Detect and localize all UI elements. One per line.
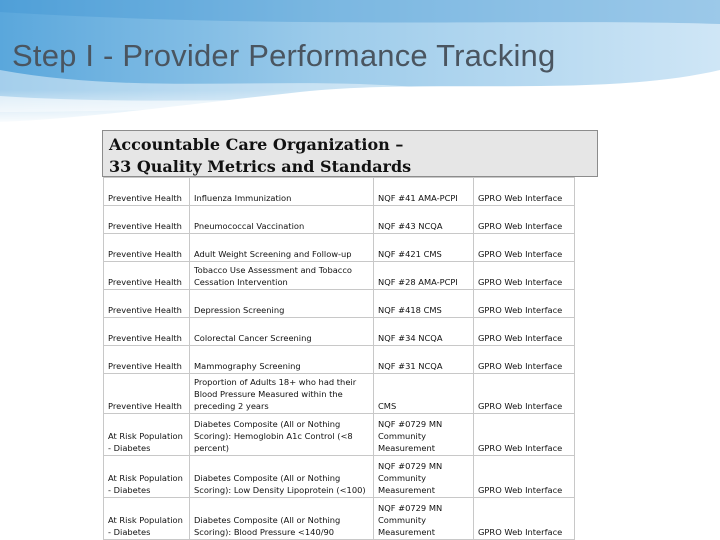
cell-source: NQF #43 NCQA: [374, 206, 474, 234]
cell-source: NQF #31 NCQA: [374, 346, 474, 374]
cell-method: GPRO Web Interface: [474, 456, 575, 498]
table-row: [104, 234, 575, 262]
cell-domain: Preventive Health: [104, 234, 190, 262]
cell-measure: Colorectal Cancer Screening: [190, 318, 374, 346]
cell-measure: Mammography Screening: [190, 346, 374, 374]
cell-measure: Adult Weight Screening and Follow-up: [190, 234, 374, 262]
cell-measure: Diabetes Composite (All or Nothing Scoring): Hemoglobin A1c Control (<8 percent): [190, 414, 374, 456]
cell-method: GPRO Web Interface: [474, 290, 575, 318]
table-row: [104, 178, 575, 206]
table-row: [104, 374, 575, 414]
cell-source: NQF #0729 MN Community Measurement: [374, 456, 474, 498]
cell-method: GPRO Web Interface: [474, 206, 575, 234]
cell-source: CMS: [374, 374, 474, 414]
cell-method: GPRO Web Interface: [474, 498, 575, 540]
cell-source: NQF #421 CMS: [374, 234, 474, 262]
cell-method: GPRO Web Interface: [474, 234, 575, 262]
slide-title: Step I - Provider Performance Tracking: [12, 38, 556, 73]
cell-source: NQF #0729 MN Community Measurement: [374, 498, 474, 540]
table-header-box: [102, 130, 598, 177]
cell-measure: Diabetes Composite (All or Nothing Scoring): Low Density Lipoprotein (<100): [190, 456, 374, 498]
cell-domain: Preventive Health: [104, 374, 190, 414]
cell-domain: Preventive Health: [104, 346, 190, 374]
cell-method: GPRO Web Interface: [474, 374, 575, 414]
table-row: [104, 346, 575, 374]
cell-method: GPRO Web Interface: [474, 414, 575, 456]
cell-domain: Preventive Health: [104, 178, 190, 206]
cell-source: NQF #41 AMA-PCPI: [374, 178, 474, 206]
table-row: [104, 262, 575, 290]
cell-domain: Preventive Health: [104, 262, 190, 290]
cell-method: GPRO Web Interface: [474, 318, 575, 346]
cell-domain: Preventive Health: [104, 290, 190, 318]
cell-method: GPRO Web Interface: [474, 346, 575, 374]
table-row: [104, 318, 575, 346]
cell-method: GPRO Web Interface: [474, 262, 575, 290]
cell-domain: Preventive Health: [104, 318, 190, 346]
table-row: [104, 456, 575, 498]
cell-domain: At Risk Population - Diabetes: [104, 414, 190, 456]
cell-domain: At Risk Population - Diabetes: [104, 456, 190, 498]
cell-source: NQF #418 CMS: [374, 290, 474, 318]
table-row: [104, 498, 575, 540]
cell-source: NQF #34 NCQA: [374, 318, 474, 346]
cell-measure: Influenza Immunization: [190, 178, 374, 206]
table-row: [104, 414, 575, 456]
cell-measure: Diabetes Composite (All or Nothing Scoring): Blood Pressure <140/90: [190, 498, 374, 540]
cell-measure: Pneumococcal Vaccination: [190, 206, 374, 234]
table-header-line-2: 33 Quality Metrics and Standards: [109, 157, 412, 176]
cell-source: NQF #0729 MN Community Measurement: [374, 414, 474, 456]
cell-measure: Depression Screening: [190, 290, 374, 318]
cell-measure: Tobacco Use Assessment and Tobacco Cessation Intervention: [190, 262, 374, 290]
cell-domain: At Risk Population - Diabetes: [104, 498, 190, 540]
table-header-line-1: Accountable Care Organization –: [109, 135, 404, 154]
cell-measure: Proportion of Adults 18+ who had their Blood Pressure Measured within the preceding 2 years: [190, 374, 374, 414]
cell-method: GPRO Web Interface: [474, 178, 575, 206]
cell-domain: Preventive Health: [104, 206, 190, 234]
table-row: [104, 290, 575, 318]
cell-source: NQF #28 AMA-PCPI: [374, 262, 474, 290]
table-row: [104, 206, 575, 234]
quality-metrics-table: [103, 177, 575, 540]
